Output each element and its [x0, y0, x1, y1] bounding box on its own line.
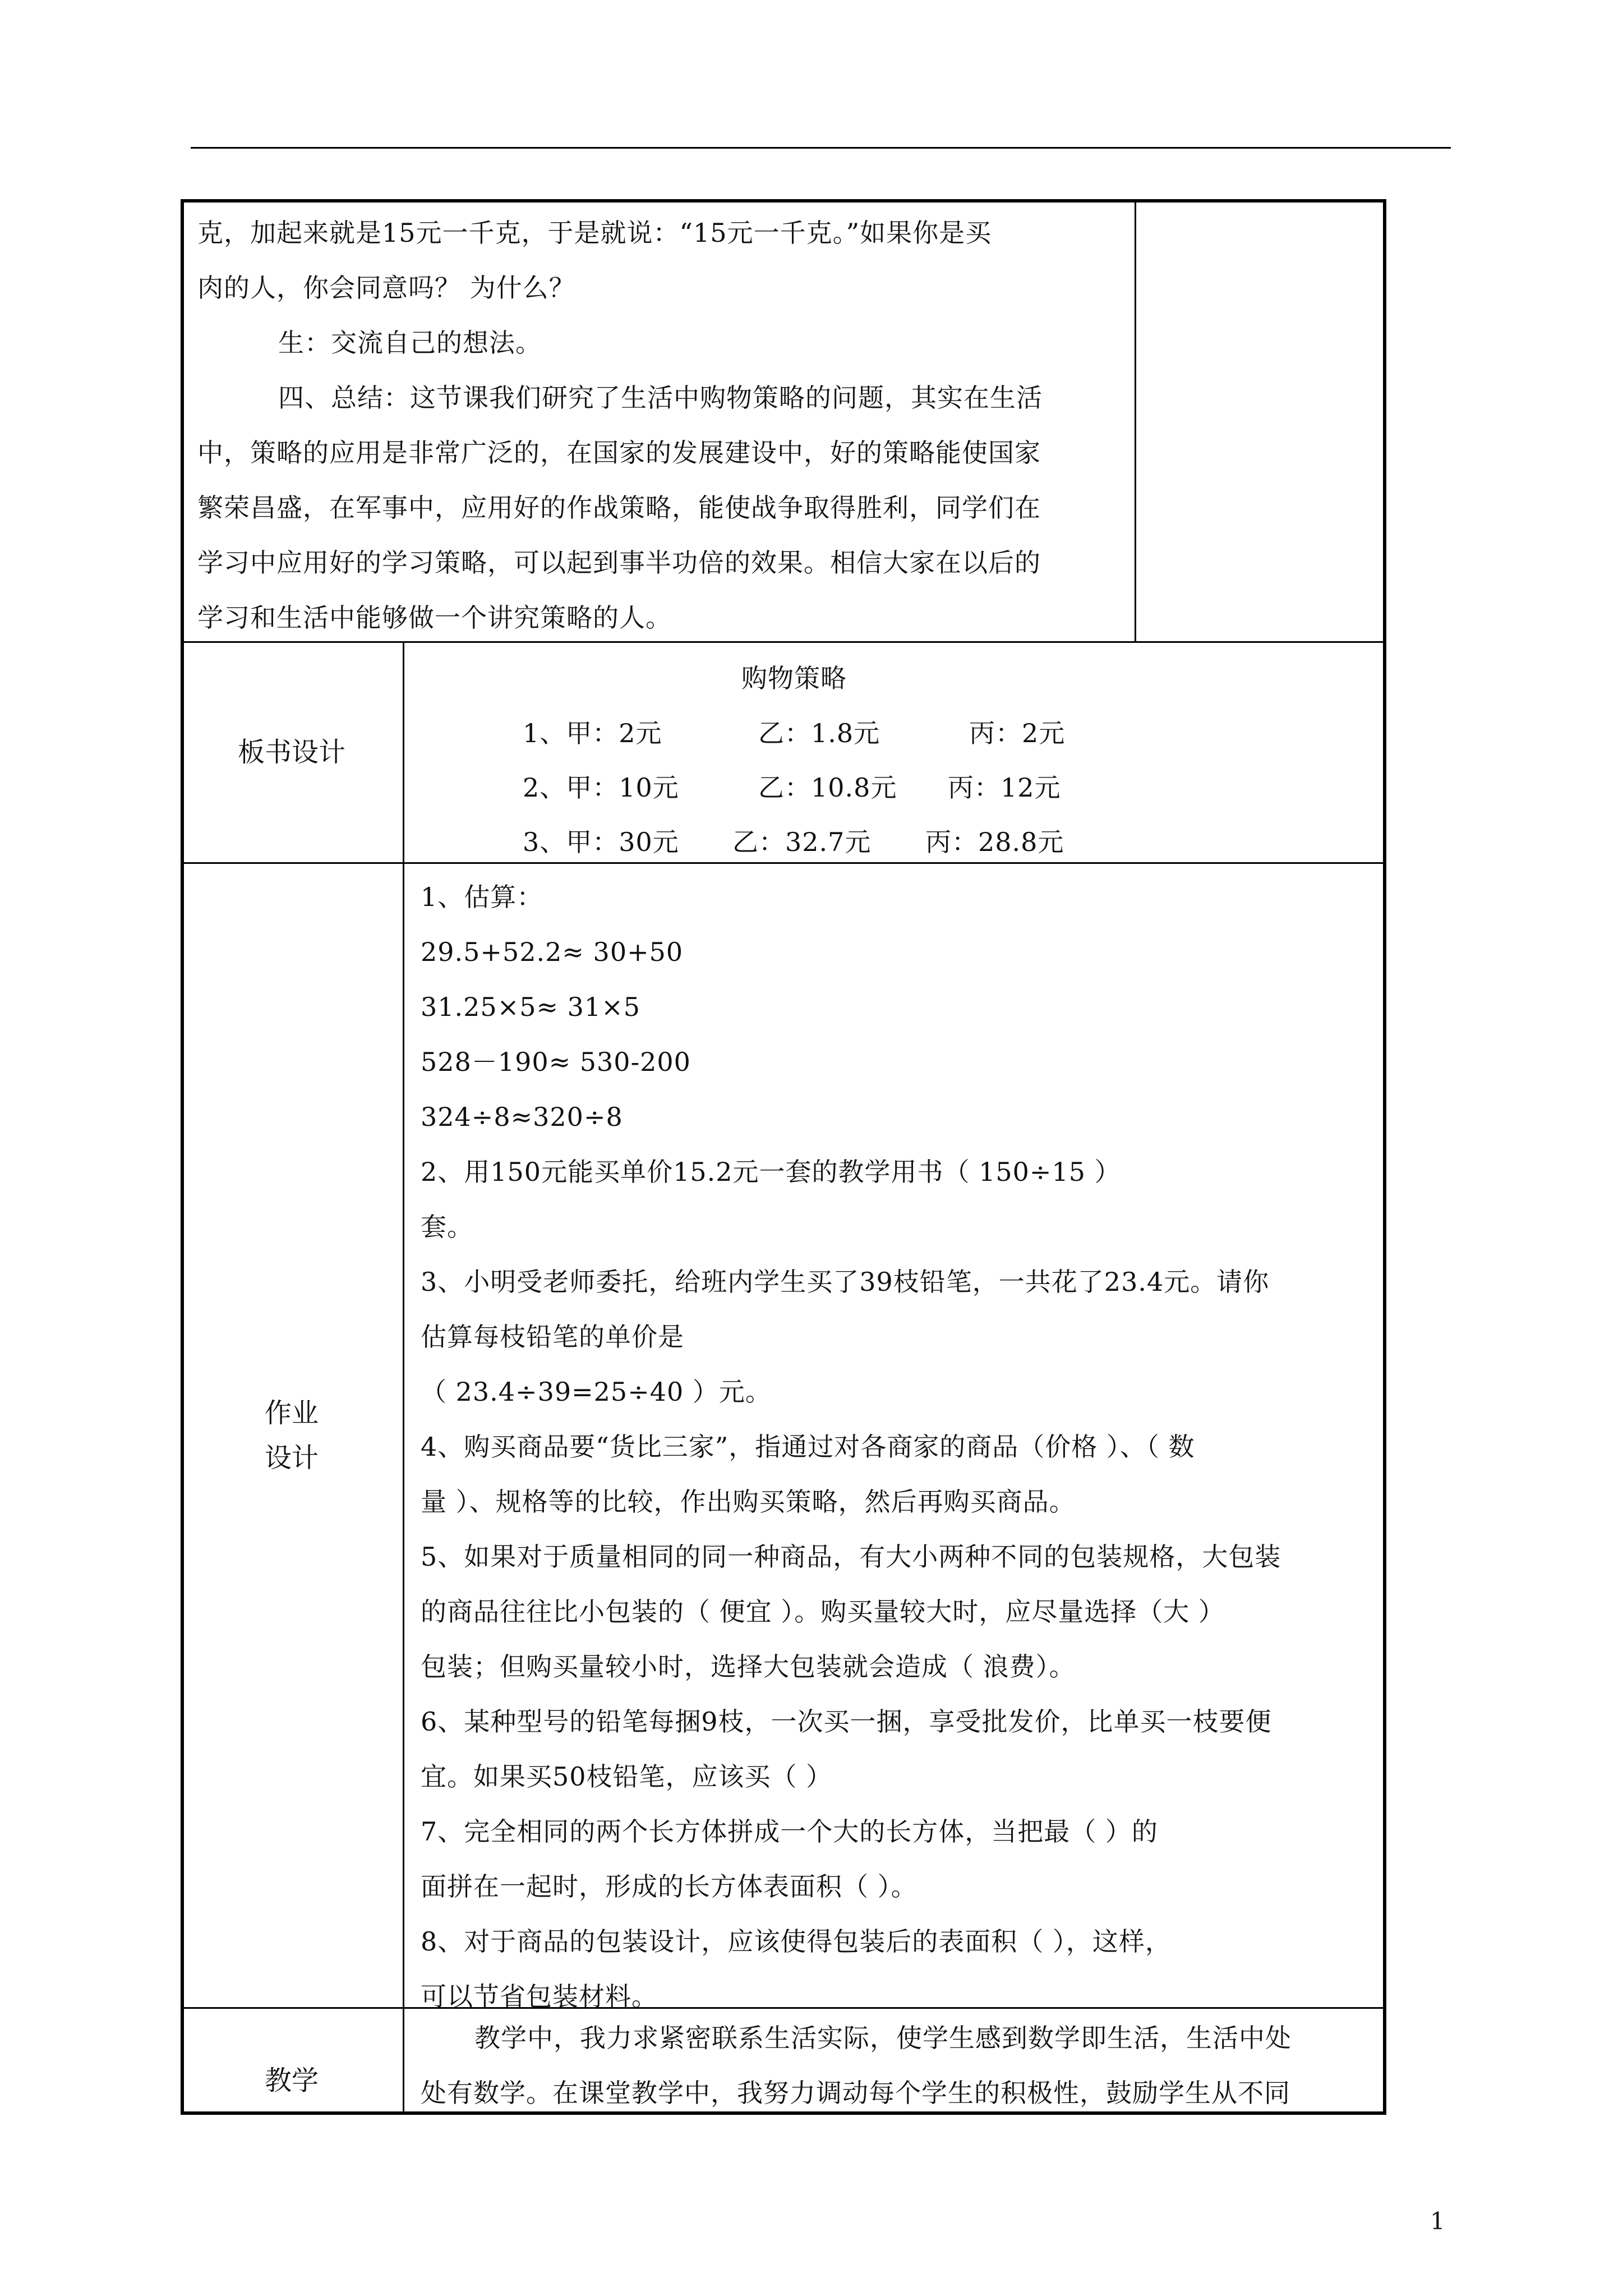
- homework-line: （ 23.4÷39=25÷40 ）元。: [421, 1377, 772, 1407]
- board-row-2-col-1: 2、甲：10元: [523, 772, 679, 803]
- text-line: 四、总结：这节课我们研究了生活中购物策略的问题，其实在生活: [278, 383, 1043, 413]
- homework-line: 29.5+52.2≈ 30+50: [421, 937, 684, 967]
- homework-label-line2: 设计: [264, 1442, 319, 1474]
- text-line: 学习中应用好的学习策略，可以起到事半功倍的效果。相信大家在以后的: [197, 547, 1041, 578]
- board-row-3-col-2: 乙：32.7元: [732, 827, 872, 857]
- board-row-3-col-1: 3、甲：30元: [523, 827, 679, 857]
- text-line: 生：交流自己的想法。: [278, 328, 542, 358]
- homework-line: 包装；但购买量较小时，选择大包装就会造成（ 浪费）。: [421, 1651, 1076, 1682]
- board-design-title: 购物策略: [741, 663, 847, 693]
- homework-line: 6、某种型号的铅笔每捆9枝，一次买一捆，享受批发价，比单买一枝要便: [421, 1706, 1272, 1737]
- top-section-text: [197, 205, 1043, 645]
- text-line: 中，策略的应用是非常广泛的，在国家的发展建设中，好的策略能使国家: [197, 438, 1041, 468]
- reflection-label: 教学: [264, 2065, 319, 2096]
- top-right-column-divider: [1135, 199, 1136, 641]
- homework-line: 324÷8≈320÷8: [421, 1102, 623, 1132]
- text-line: 克，加起来就是15元一千克，于是就说：“15元一千克。”如果你是买: [197, 218, 992, 248]
- board-row-1-col-3: 丙：2元: [969, 718, 1066, 748]
- board-row-2-col-3: 丙：12元: [948, 772, 1061, 803]
- page-number: 1: [1430, 2207, 1445, 2235]
- homework-line: 估算每枝铅笔的单价是: [421, 1322, 684, 1352]
- homework-line: 1、估算：: [421, 882, 543, 912]
- homework-line: 528－190≈ 530-200: [421, 1047, 691, 1077]
- homework-line: 4、购买商品要“货比三家”，指通过对各商家的商品（价格 ）、（ 数: [421, 1432, 1195, 1462]
- board-row-2-col-2: 乙：10.8元: [758, 772, 897, 803]
- homework-line: 8、对于商品的包装设计，应该使得包装后的表面积（ ），这样，: [421, 1926, 1172, 1957]
- homework-line: 量 ）、规格等的比较，作出购买策略，然后再购买商品。: [421, 1487, 1076, 1517]
- homework-line: 宜。如果买50枝铅笔，应该买（ ）: [421, 1761, 833, 1792]
- homework-line: 可以节省包装材料。: [421, 1981, 658, 2012]
- text-line: 学习和生活中能够做一个讲究策略的人。: [197, 602, 672, 633]
- homework-line: 的商品往往比小包装的（ 便宜 ）。购买量较大时，应尽量选择（大 ）: [421, 1596, 1225, 1627]
- board-row-1-col-1: 1、甲：2元: [523, 718, 662, 748]
- reflection-text: [421, 2010, 1292, 2120]
- homework-line: 3、小明受老师委托，给班内学生买了39枝铅笔，一共花了23.4元。请你: [421, 1267, 1270, 1297]
- homework-line: 5、如果对于质量相同的同一种商品，有大小两种不同的包装规格，大包装: [421, 1542, 1281, 1572]
- reflection-line: 处有数学。在课堂教学中，我努力调动每个学生的积极性，鼓励学生从不同: [421, 2078, 1290, 2108]
- homework-line: 2、用150元能买单价15.2元一套的教学用书（ 150÷15 ）: [421, 1157, 1121, 1187]
- homework-label-line1: 作业: [264, 1397, 319, 1429]
- board-row-1-col-2: 乙：1.8元: [758, 718, 880, 748]
- board-row-3-col-3: 丙：28.8元: [925, 827, 1064, 857]
- homework-line: 31.25×5≈ 31×5: [421, 992, 641, 1022]
- reflection-line: 教学中，我力求紧密联系生活实际，使学生感到数学即生活，生活中处: [474, 2023, 1292, 2053]
- homework-line: 套。: [421, 1212, 473, 1242]
- homework-text: [421, 869, 1281, 2024]
- board-design-label: 板书设计: [237, 737, 345, 768]
- homework-line: 面拼在一起时，形成的长方体表面积（ ）。: [421, 1871, 917, 1902]
- homework-line: 7、完全相同的两个长方体拼成一个大的长方体，当把最（ ）的: [421, 1816, 1158, 1847]
- text-line: 繁荣昌盛，在军事中，应用好的作战策略，能使战争取得胜利，同学们在: [197, 493, 1041, 523]
- text-line: 肉的人，你会同意吗？ 为什么？: [197, 273, 575, 303]
- header-rule: [191, 147, 1451, 149]
- label-column-divider: [403, 641, 404, 2115]
